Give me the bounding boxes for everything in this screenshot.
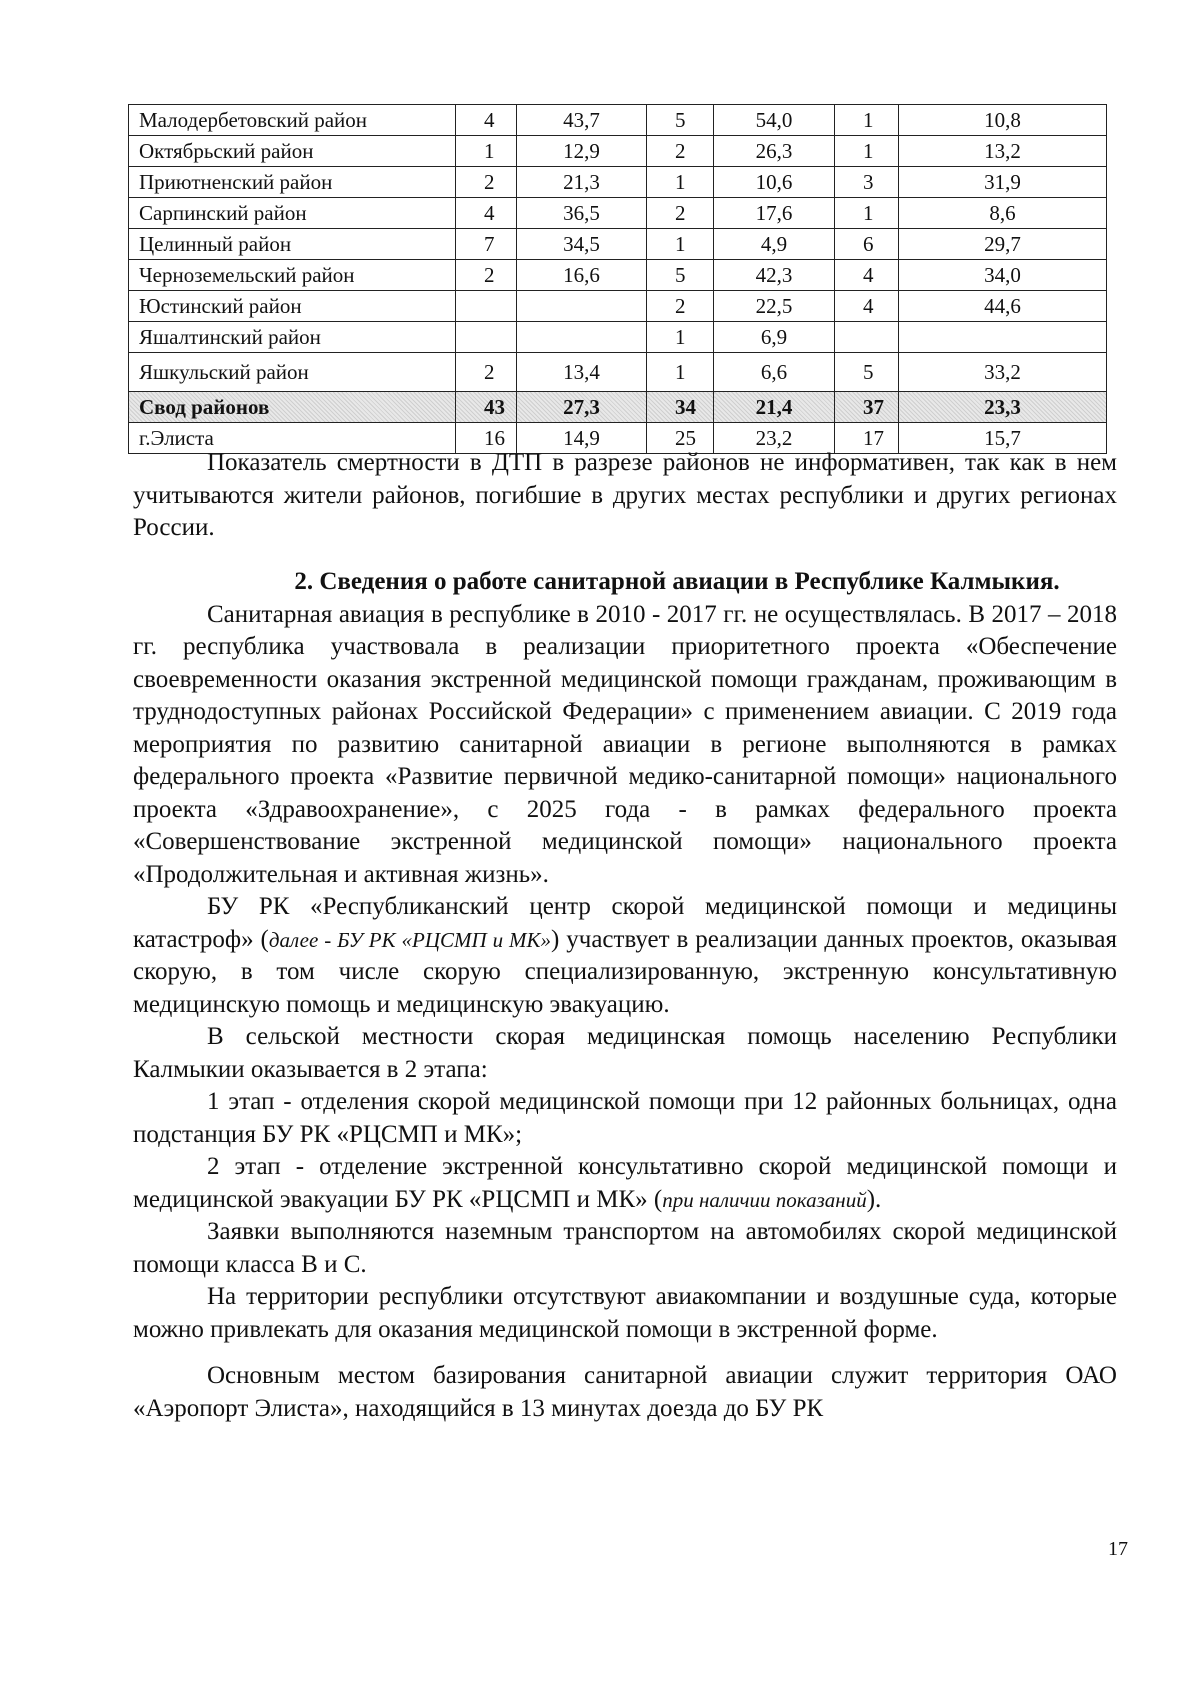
table-cell: 2 <box>456 167 517 198</box>
table-cell: 2 <box>456 353 517 392</box>
table-cell <box>517 322 647 353</box>
table-cell: 36,5 <box>517 198 647 229</box>
table-cell: 34,5 <box>517 229 647 260</box>
table-cell: 10,8 <box>899 105 1107 136</box>
table-cell: 4 <box>456 198 517 229</box>
paragraph-base: Основным местом базирования санитарной авиации служит территория ОАО «Аэропорт Элиста», находящийся в 13 минутах доезда до БУ РК <box>133 1362 1117 1422</box>
table-cell: 10,6 <box>714 167 835 198</box>
table-cell: 1 <box>835 105 899 136</box>
table-cell: 33,2 <box>899 353 1107 392</box>
mortality-note <box>133 447 1117 545</box>
table-cell: 43 <box>456 392 517 423</box>
table-cell: 2 <box>647 291 714 322</box>
table-row <box>129 322 1107 353</box>
district-stats-table <box>128 104 1107 454</box>
district-name: Яшкульский район <box>129 353 456 392</box>
table-cell: 5 <box>835 353 899 392</box>
table-cell: 5 <box>647 105 714 136</box>
district-name: Приютненский район <box>129 167 456 198</box>
table-cell: 16 <box>456 423 517 454</box>
table-cell: 31,9 <box>899 167 1107 198</box>
page-number: 17 <box>1108 1538 1128 1560</box>
table-cell: 1 <box>647 167 714 198</box>
table-row <box>129 105 1107 136</box>
table-cell <box>835 322 899 353</box>
table-cell: 4 <box>835 291 899 322</box>
paragraph-center: БУ РК «Республиканский центр скорой медицинской помощи и медицины катастроф» (далее - БУ РК «РЦСМП и МК») участвует в реализации данных проектов, оказывая скорую, в том числе скорую специализированную, экстренную консультативную медицинскую помощь и медицинскую эвакуацию. <box>133 893 1117 1018</box>
paragraph-stage-2: 2 этап - отделение экстренной консультативно скорой медицинской помощи и медицинской эвакуации БУ РК «РЦСМП и МК» (при наличии показаний). <box>133 1153 1117 1213</box>
table-cell: 54,0 <box>714 105 835 136</box>
district-name: Малодербетовский район <box>129 105 456 136</box>
table-cell: 2 <box>647 198 714 229</box>
table-row <box>129 392 1107 423</box>
table-cell: 6,9 <box>714 322 835 353</box>
table-cell: 1 <box>647 322 714 353</box>
table-cell <box>517 291 647 322</box>
table-cell: 27,3 <box>517 392 647 423</box>
district-name: Октябрьский район <box>129 136 456 167</box>
table-cell: 23,3 <box>899 392 1107 423</box>
table-cell: 7 <box>456 229 517 260</box>
district-name: Свод районов <box>129 392 456 423</box>
table-cell: 4 <box>835 260 899 291</box>
table-cell <box>456 291 517 322</box>
table-cell: 4,9 <box>714 229 835 260</box>
table-cell: 6 <box>835 229 899 260</box>
table-cell: 5 <box>647 260 714 291</box>
table-cell: 25 <box>647 423 714 454</box>
table-cell <box>899 322 1107 353</box>
table-cell: 15,7 <box>899 423 1107 454</box>
table-cell: 34 <box>647 392 714 423</box>
table-cell: 43,7 <box>517 105 647 136</box>
paragraph-stage-1: 1 этап - отделения скорой медицинской помощи при 12 районных больницах, одна подстанция БУ РК «РЦСМП и МК»; <box>133 1088 1117 1148</box>
table-cell: 6,6 <box>714 353 835 392</box>
table-row <box>129 198 1107 229</box>
table-cell: 17 <box>835 423 899 454</box>
table-cell: 12,9 <box>517 136 647 167</box>
table-row <box>129 136 1107 167</box>
table-cell: 3 <box>835 167 899 198</box>
table-cell: 23,2 <box>714 423 835 454</box>
main-text <box>133 566 1117 1425</box>
paragraph-aircraft: На территории республики отсутствуют авиакомпании и воздушные суда, которые можно привлекать для оказания медицинской помощи в экстренной форме. <box>133 1283 1117 1343</box>
district-name: Черноземельский район <box>129 260 456 291</box>
table-cell: 1 <box>835 136 899 167</box>
table-cell: 16,6 <box>517 260 647 291</box>
table-row <box>129 229 1107 260</box>
section-heading: 2. Сведения о работе санитарной авиации в Республике Калмыкия. <box>294 568 1060 595</box>
district-name: Целинный район <box>129 229 456 260</box>
table-cell: 4 <box>456 105 517 136</box>
table-cell: 21,4 <box>714 392 835 423</box>
table-cell: 37 <box>835 392 899 423</box>
table-cell: 29,7 <box>899 229 1107 260</box>
table-cell: 17,6 <box>714 198 835 229</box>
table-cell: 22,5 <box>714 291 835 322</box>
paragraph-requests: Заявки выполняются наземным транспортом на автомобилях скорой медицинской помощи класса В и С. <box>133 1218 1117 1278</box>
table-cell: 8,6 <box>899 198 1107 229</box>
table-cell: 34,0 <box>899 260 1107 291</box>
table-cell: 13,2 <box>899 136 1107 167</box>
table-cell: 1 <box>647 229 714 260</box>
table-cell: 21,3 <box>517 167 647 198</box>
table-row <box>129 167 1107 198</box>
table-cell <box>456 322 517 353</box>
paragraph-aviation: Санитарная авиация в республике в 2010 - 2017 гг. не осуществлялась. В 2017 – 2018 гг. республика участвовала в реализации приоритетного проекта «Обеспечение своевременности оказания экстренной медицинской помощи гражданам, проживающим в труднодоступных районах Российской Федерации» с применением авиации. С 2019 года мероприятия по развитию санитарной авиации в регионе выполняются в рамках федерального проекта «Развитие первичной медико-санитарной помощи» национального проекта «Здравоохранение», с 2025 года - в рамках федерального проекта «Совершенствование экстренной медицинской помощи» национального проекта «Продолжительная и активная жизнь». <box>133 600 1117 888</box>
table-cell: 14,9 <box>517 423 647 454</box>
table-cell: 2 <box>456 260 517 291</box>
table-cell: 1 <box>835 198 899 229</box>
table-cell: 26,3 <box>714 136 835 167</box>
district-name: Яшалтинский район <box>129 322 456 353</box>
table-cell: 1 <box>456 136 517 167</box>
table-row <box>129 353 1107 392</box>
paragraph-mortality: Показатель смертности в ДТП в разрезе районов не информативен, так как в нем учитываются жители районов, погибшие в других местах республики и других регионах России. <box>133 449 1117 541</box>
table-cell: 42,3 <box>714 260 835 291</box>
table-cell: 13,4 <box>517 353 647 392</box>
table-cell: 2 <box>647 136 714 167</box>
table-row <box>129 291 1107 322</box>
district-name: г.Элиста <box>129 423 456 454</box>
paragraph-rural: В сельской местности скорая медицинская помощь населению Республики Калмыкии оказывается в 2 этапа: <box>133 1023 1117 1083</box>
district-name: Сарпинский район <box>129 198 456 229</box>
table-cell: 1 <box>647 353 714 392</box>
table-cell: 44,6 <box>899 291 1107 322</box>
table-row <box>129 260 1107 291</box>
district-name: Юстинский район <box>129 291 456 322</box>
